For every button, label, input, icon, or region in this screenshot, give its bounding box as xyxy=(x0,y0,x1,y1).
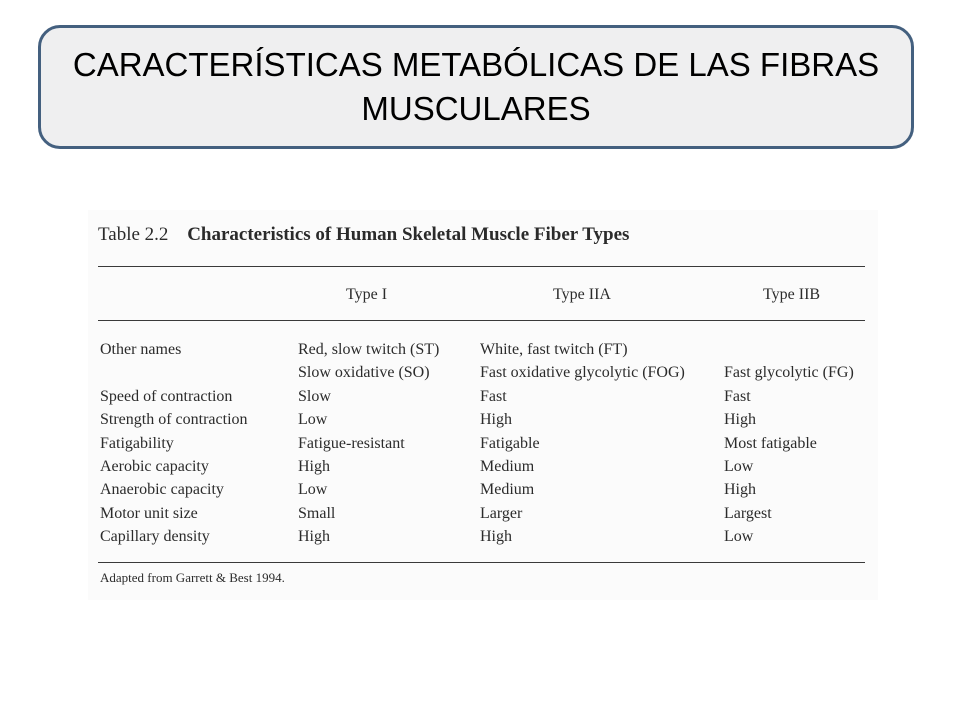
cell-type-i: High xyxy=(298,528,330,546)
table-source-note: Adapted from Garrett & Best 1994. xyxy=(100,570,285,585)
table-body xyxy=(100,338,870,549)
cell-type-iib: Largest xyxy=(724,504,772,522)
column-header-type-iib: Type IIB xyxy=(763,286,821,303)
cell-type-iib: Fast glycolytic (FG) xyxy=(724,364,854,382)
cell-type-i: Slow xyxy=(298,387,331,405)
slide-title-line-1: CARACTERÍSTICAS METABÓLICAS DE LAS FIBRAS xyxy=(72,46,880,83)
table-top-rule xyxy=(98,266,865,267)
table-bottom-rule xyxy=(98,562,865,563)
row-label: Other names xyxy=(100,341,182,358)
cell-type-i: Slow oxidative (SO) xyxy=(298,364,430,382)
table-row xyxy=(100,361,870,384)
slide-title-box xyxy=(38,25,914,149)
cell-type-iib: Fast xyxy=(724,387,751,405)
row-label: Capillary density xyxy=(100,528,210,546)
table-row xyxy=(100,432,870,455)
table-caption: Characteristics of Human Skeletal Muscle Fiber Types xyxy=(187,224,630,245)
column-header-type-iia: Type IIA xyxy=(553,286,611,303)
cell-type-iia: Medium xyxy=(480,457,535,475)
cell-type-i: Small xyxy=(298,504,336,522)
row-label: Speed of contraction xyxy=(100,387,233,405)
table-row xyxy=(100,408,870,431)
table-header-rule xyxy=(98,320,865,321)
cell-type-iia: High xyxy=(480,411,512,429)
table-title xyxy=(98,224,629,246)
slide-title-line-2: MUSCULARES xyxy=(361,90,591,127)
cell-type-i: Low xyxy=(298,411,328,429)
table-row xyxy=(100,502,870,525)
slide-title xyxy=(63,43,889,131)
cell-type-iia: White, fast twitch (FT) xyxy=(480,341,628,358)
column-header-type-i: Type I xyxy=(346,286,388,303)
cell-type-iia: Fast xyxy=(480,387,507,405)
row-label: Strength of contraction xyxy=(100,411,248,429)
table-row xyxy=(100,455,870,478)
cell-type-i: Low xyxy=(298,481,328,499)
cell-type-i: Fatigue-resistant xyxy=(298,434,405,452)
row-label: Motor unit size xyxy=(100,504,198,522)
row-label: Aerobic capacity xyxy=(100,457,209,475)
table-row xyxy=(100,338,870,361)
table-row xyxy=(100,478,870,501)
cell-type-iia: Fast oxidative glycolytic (FOG) xyxy=(480,364,685,382)
cell-type-iib: Low xyxy=(724,457,754,475)
cell-type-iib: High xyxy=(724,411,756,429)
cell-type-i: High xyxy=(298,457,330,475)
table-row xyxy=(100,385,870,408)
cell-type-iib: High xyxy=(724,481,756,499)
cell-type-iia: Larger xyxy=(480,504,523,522)
cell-type-iia: Medium xyxy=(480,481,535,499)
cell-type-iib: Low xyxy=(724,528,754,546)
cell-type-i: Red, slow twitch (ST) xyxy=(298,341,440,358)
row-label: Fatigability xyxy=(100,434,174,452)
table-number: Table 2.2 xyxy=(98,224,169,245)
table-row xyxy=(100,525,870,548)
scanned-table-image xyxy=(88,210,878,600)
cell-type-iib: Most fatigable xyxy=(724,434,817,452)
row-label: Anaerobic capacity xyxy=(100,481,224,499)
cell-type-iia: Fatigable xyxy=(480,434,540,452)
cell-type-iia: High xyxy=(480,528,512,546)
